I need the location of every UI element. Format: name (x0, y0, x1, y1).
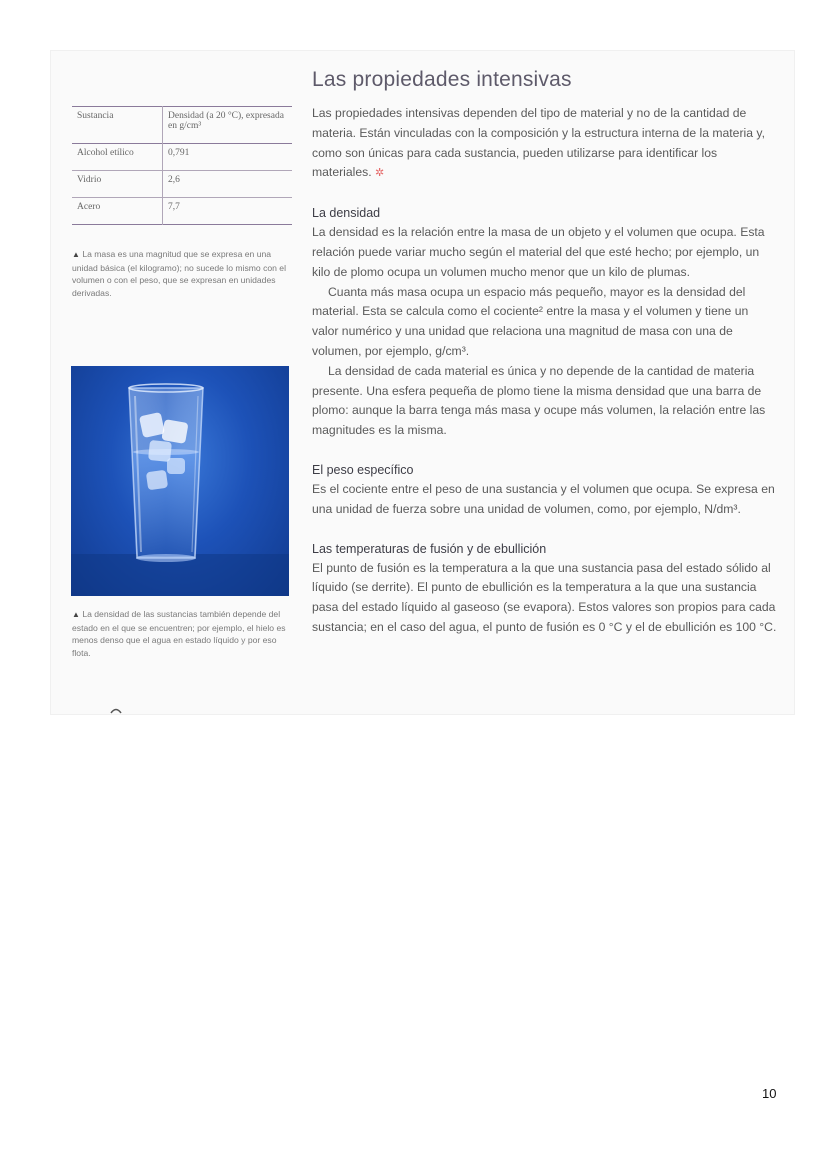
table-cell: Vidrio (72, 171, 163, 198)
scanned-page (50, 50, 795, 715)
section-heading-density: La densidad (312, 206, 381, 221)
table-cell: 2,6 (168, 175, 180, 185)
table-header-row (72, 107, 292, 144)
page-title: Las propiedades intensivas (312, 68, 572, 91)
density-paragraph-3: La densidad de cada material es única y no depende de la cantidad de materia presente. Una esfera pequeña de plomo tiene la misma densidad que una barra de plomo: aunque la barra tenga más masa y ocupe más volumen, la relación entre las magnitudes es la misma. (312, 363, 766, 438)
intro-text: Las propiedades intensivas dependen del tipo de material y no de la cantidad de materia. Están vinculadas con la composición y la estructura interna de la materia y, como son únicas para cada sustancia, pueden utilizarse para identificar los materiales. (312, 106, 765, 180)
page-number: 10 (762, 1086, 777, 1101)
intro-paragraph (312, 104, 777, 184)
section-heading-temperatures: Las temperaturas de fusión y de ebullición (312, 541, 547, 556)
table-header-density: Densidad (a 20 °C), expresada en g/cm³ (168, 111, 284, 131)
main-text-column (312, 68, 777, 638)
triangle-icon: ▲ (72, 250, 80, 259)
star-icon: ✲ (375, 167, 385, 180)
table-cell: 0,791 (168, 148, 190, 158)
density-paragraph-2: Cuanta más masa ocupa un espacio más pequeño, mayor es la densidad del material. Esta se calcula como el cociente² entre la masa y el volumen y tiene un valor numérico y una unidad que relaciona una magnitud de masa con una de volumen, por ejemplo, g/cm³. (312, 284, 749, 358)
density-table (72, 106, 292, 225)
table-cell: Acero (72, 198, 163, 225)
temperatures-paragraph: El punto de fusión es la temperatura a la que una sustancia pasa del estado sólido al líquido (se derrite). El punto de ebullición es la temperatura a la que una sustancia pasa del estado líquido al gaseoso (se evapora). Estos valores son propios para cada sustancia; en el caso del agua, el punto de fusión es 0 °C y el de ebullición es 100 °C. (312, 560, 777, 634)
table-row (72, 171, 292, 198)
glass-illustration (71, 366, 289, 596)
table-cell: 7,7 (168, 202, 180, 212)
table-caption (72, 248, 294, 299)
photo-caption-text: La densidad de las sustancias también depende del estado en el que se encuentren; por ejemplo, el hielo es menos denso que el agua en estado líquido y por eso flota. (72, 609, 286, 658)
section-heading-specific-weight: El peso específico (312, 462, 414, 477)
table-row (72, 144, 292, 171)
scan-mark-icon (110, 706, 122, 714)
density-paragraph-1: La densidad es la relación entre la masa de un objeto y el volumen que ocupa. Esta relación puede variar mucho según el material del que esté hecho; por ejemplo, un kilo de plomo ocupa un volumen mucho menor que un kilo de plumas. (312, 225, 765, 279)
triangle-icon: ▲ (72, 610, 80, 619)
table-header-substance: Sustancia (72, 107, 163, 144)
table-caption-text: La masa es una magnitud que se expresa en una unidad básica (el kilogramo); no sucede lo mismo con el volumen o con el peso, que se expresan en unidades derivadas. (72, 249, 286, 298)
table-row (72, 198, 292, 225)
photo-caption (72, 608, 294, 659)
specific-weight-paragraph: Es el cociente entre el peso de una sustancia y el volumen que ocupa. Se expresa en una unidad de fuerza sobre una unidad de volumen, como, por ejemplo, N/dm³. (312, 481, 775, 516)
glass-of-water-photo (71, 366, 289, 596)
table-cell: Alcohol etílico (72, 144, 163, 171)
